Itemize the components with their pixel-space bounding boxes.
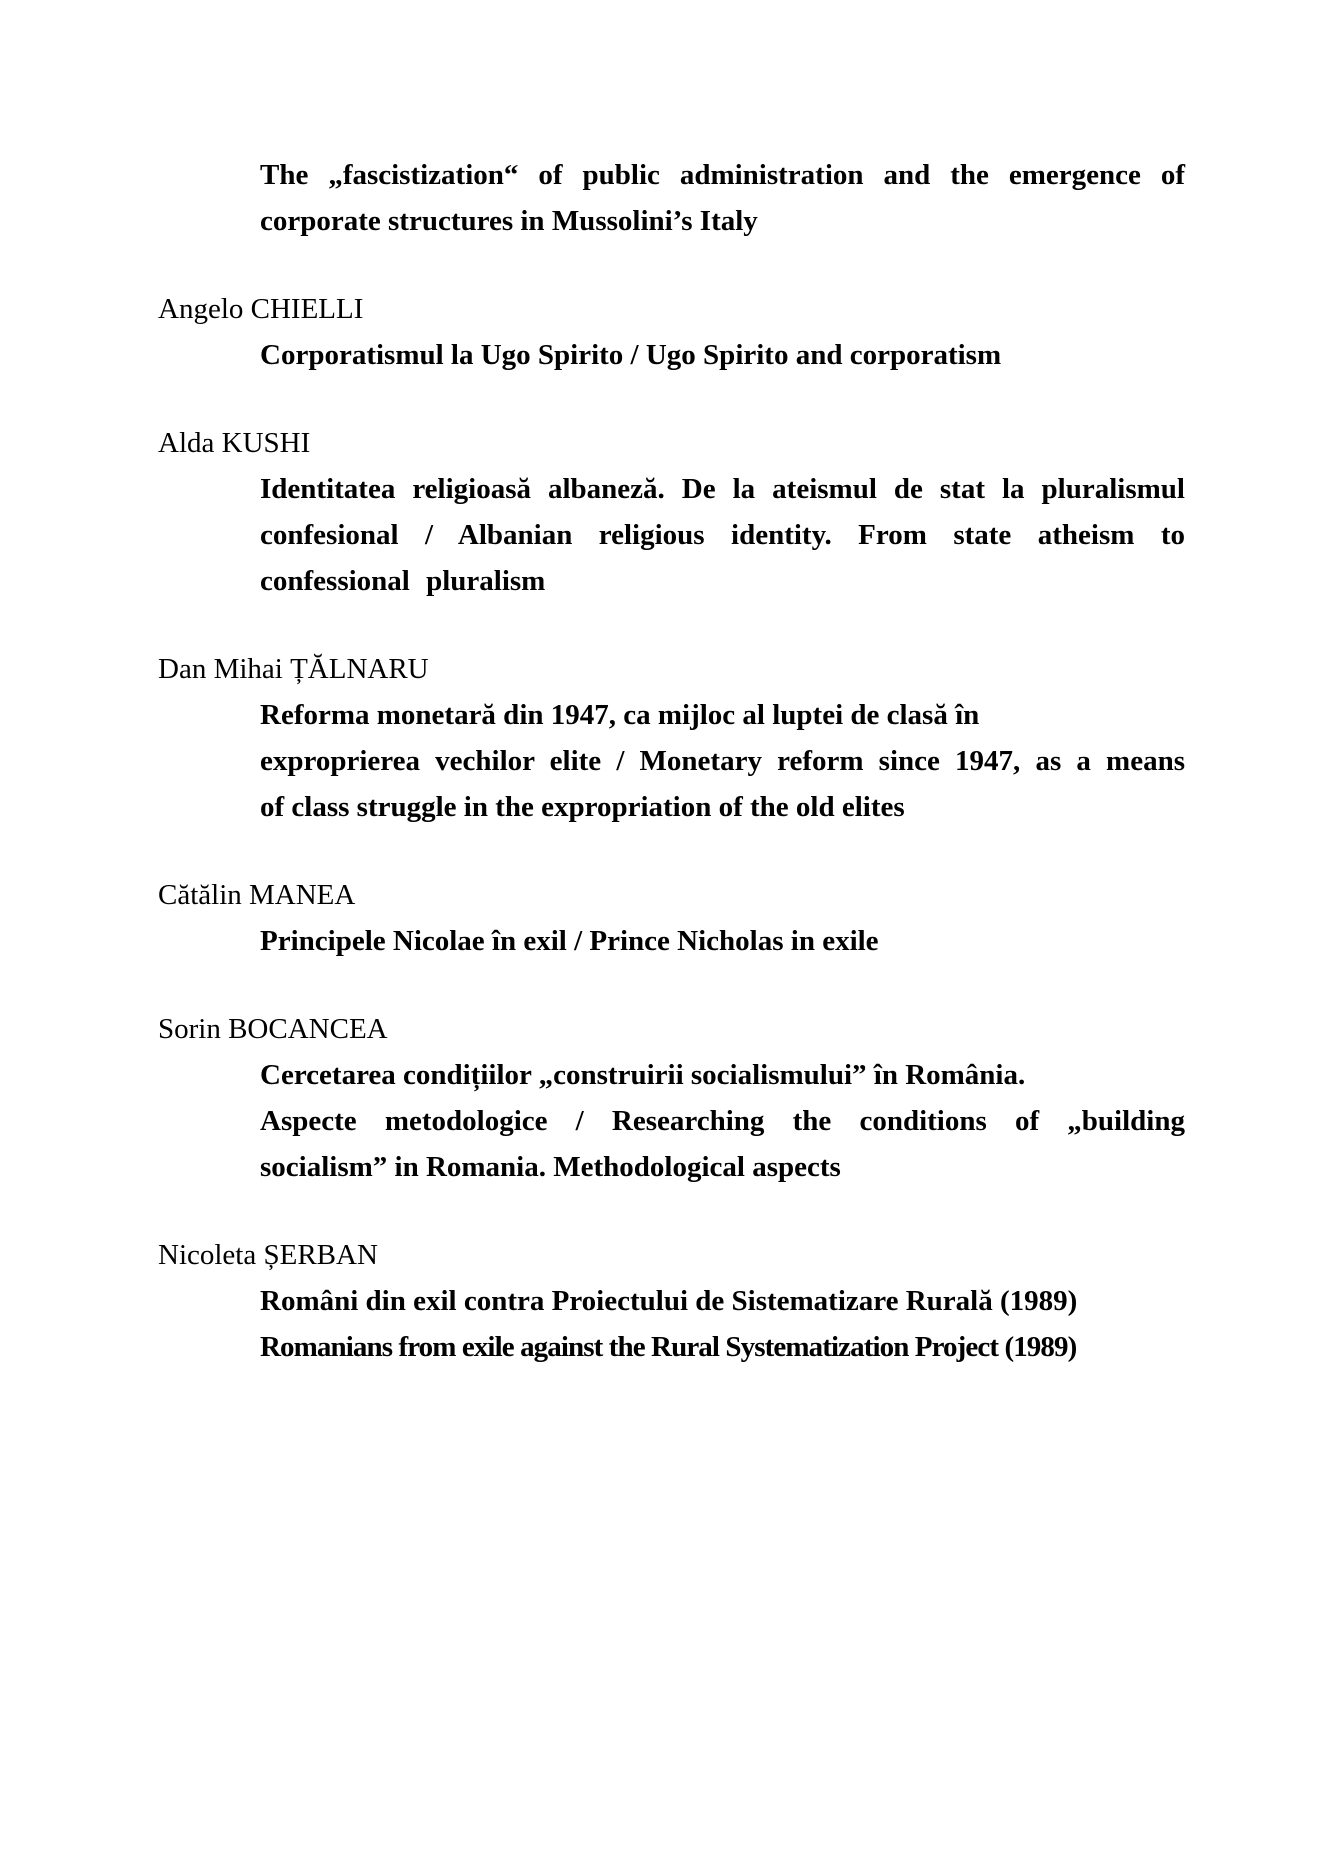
author-name: Nicoleta ȘERBAN [158, 1239, 378, 1271]
article-title-line: exproprierea vechilor elite / Monetary reform since 1947, as a means [260, 745, 1185, 777]
toc-entry [158, 420, 1185, 604]
article-title [260, 692, 1185, 830]
author-name: Dan Mihai ȚĂLNARU [158, 653, 429, 685]
article-title-line: confessional pluralism [260, 565, 546, 597]
article-title-line: of class struggle in the expropriation of the old elites [260, 791, 905, 823]
author-name: Cătălin MANEA [158, 879, 356, 911]
article-title-line: Aspecte metodologice / Researching the conditions of „building [260, 1105, 1185, 1137]
author-name: Sorin BOCANCEA [158, 1013, 388, 1045]
toc-entry [158, 646, 1185, 830]
toc-entry [158, 286, 1185, 378]
article-title-line: Corporatismul la Ugo Spirito / Ugo Spirito and corporatism [260, 339, 1002, 371]
article-title-line: confesional / Albanian religious identity. From state atheism to [260, 519, 1185, 551]
toc-entry [158, 872, 1185, 964]
article-title-line: corporate structures in Mussolini’s Italy [260, 205, 758, 237]
article-title [260, 918, 1185, 964]
article-title-line: Români din exil contra Proiectului de Sistematizare Rurală (1989) [260, 1285, 1078, 1317]
article-title [260, 152, 1185, 244]
table-of-contents [158, 152, 1185, 1370]
article-title-line: The „fascistization“ of public administration and the emergence of [260, 159, 1185, 191]
article-title [260, 1278, 1185, 1370]
article-title-line: socialism” in Romania. Methodological aspects [260, 1151, 841, 1183]
article-title-line: Romanians from exile against the Rural Systematization Project (1989) [260, 1331, 1077, 1363]
toc-entry [158, 1006, 1185, 1190]
article-title [260, 466, 1185, 604]
author-name: Angelo CHIELLI [158, 293, 364, 325]
article-title-line: Reforma monetară din 1947, ca mijloc al luptei de clasă în [260, 699, 980, 731]
article-title-line: Cercetarea condițiilor „construirii socialismului” în România. [260, 1059, 1026, 1091]
article-title-line: Identitatea religioasă albaneză. De la ateismul de stat la pluralismul [260, 473, 1185, 505]
author-name: Alda KUSHI [158, 427, 311, 459]
toc-entry [158, 1232, 1185, 1370]
article-title [260, 1052, 1185, 1190]
article-title [260, 332, 1185, 378]
article-title-line: Principele Nicolae în exil / Prince Nicholas in exile [260, 925, 879, 957]
toc-entry [158, 152, 1185, 244]
